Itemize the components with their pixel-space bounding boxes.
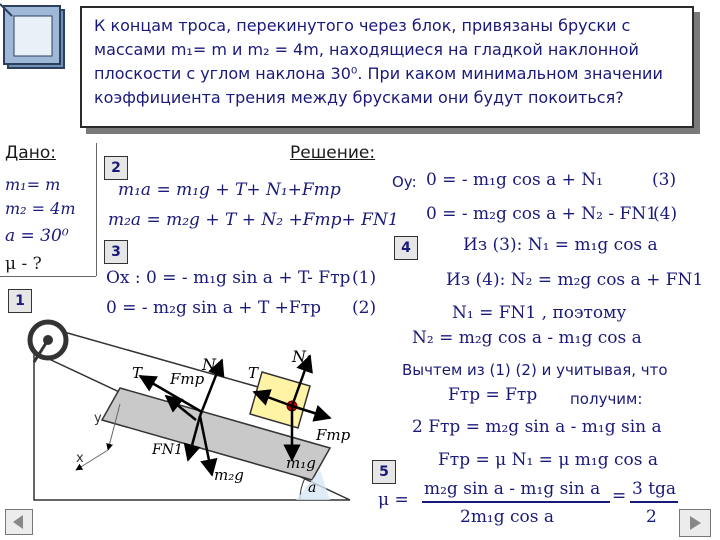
result-fraction-bar bbox=[422, 501, 610, 503]
given-heading: Дано: bbox=[5, 143, 56, 163]
given-vertical-divider bbox=[96, 143, 97, 276]
step-badge-1: 1 bbox=[8, 289, 32, 313]
slide-icon bbox=[0, 0, 80, 80]
ox-eq-1: Ox : 0 = - m₁g sin a + T- Fтр bbox=[106, 268, 351, 288]
oy-eq-4: 0 = - m₂g cos a + N₂ - FN1 bbox=[426, 204, 658, 224]
derive-get-label: получим: bbox=[570, 390, 643, 408]
derive-fn1: N₁ = FN1 , поэтому bbox=[452, 303, 627, 323]
derive-two-ftr: 2 Fтр = m₂g sin a - m₁g sin a bbox=[412, 417, 662, 437]
given-alpha: a = 30⁰ bbox=[5, 226, 69, 246]
newton-eq-2: m₂a = m₂g + T + N₂ +Fтр+ FN1 bbox=[108, 210, 399, 230]
oy-eq-3: 0 = - m₁g cos a + N₁ bbox=[426, 170, 603, 190]
derive-n2-result: N₂ = m₂g cos a - m₁g cos a bbox=[412, 328, 642, 348]
step-badge-3: 3 bbox=[104, 240, 128, 264]
solution-heading: Решение: bbox=[290, 143, 376, 163]
derive-ftr-mu: Fтр = μ N₁ = μ m₁g cos a bbox=[438, 450, 659, 470]
ox-eq-1-number: (1) bbox=[352, 268, 377, 288]
result-equals: = bbox=[612, 486, 627, 506]
given-m1: m₁= m bbox=[5, 175, 61, 194]
label-T-left: T bbox=[132, 364, 143, 382]
given-unknown: μ - ? bbox=[5, 254, 42, 274]
label-N1: N₁ bbox=[292, 347, 313, 366]
previous-slide-button[interactable] bbox=[5, 509, 33, 535]
task-box bbox=[80, 6, 694, 128]
result-denominator: 2m₁g cos a bbox=[460, 507, 555, 527]
incline-diagram bbox=[0, 300, 380, 540]
derive-ftr-equal: Fтр = Fтр bbox=[448, 385, 538, 405]
result-numerator: m₂g sin a - m₁g sin a bbox=[424, 479, 601, 499]
result-rhs-numerator: 3 tga bbox=[632, 479, 677, 499]
label-m2g: m₂g bbox=[214, 466, 244, 484]
given-divider bbox=[0, 276, 96, 277]
label-m1g: m₁g bbox=[286, 454, 316, 472]
derive-from-3: Из (3): N₁ = m₁g cos a bbox=[463, 235, 658, 255]
next-slide-button[interactable] bbox=[679, 509, 711, 537]
label-axis-y: y bbox=[94, 411, 102, 426]
task-text: К концам троса, перекинутого через блок, привязаны бруски с массами m₁= m и m₂ = 4m, находящиеся на гладкой наклонной плоскости с углом наклона 30⁰. При каком минимальном значении коэффициента трения между брусками они будут покоиться? bbox=[94, 16, 663, 107]
given-m2: m₂ = 4m bbox=[5, 199, 76, 218]
label-angle: a bbox=[308, 480, 317, 496]
step-badge-2: 2 bbox=[104, 156, 128, 180]
step-badge-5: 5 bbox=[372, 460, 396, 484]
oy-eq-3-number: (3) bbox=[652, 170, 677, 190]
label-axis-x: x bbox=[76, 451, 84, 466]
oy-eq-4-number: (4) bbox=[653, 204, 678, 224]
arrow-right-icon bbox=[680, 510, 710, 536]
ox-eq-2-number: (2) bbox=[352, 298, 377, 318]
oy-label: Oy: bbox=[392, 173, 417, 191]
arrow-left-icon bbox=[6, 510, 32, 534]
step-badge-4: 4 bbox=[394, 236, 418, 260]
derive-subtract-note: Вычтем из (1) (2) и учитывая, что bbox=[402, 361, 668, 379]
label-Ftr: Fтр bbox=[316, 426, 351, 444]
newton-eq-1: m₁a = m₁g + T+ N₁+Fтр bbox=[118, 180, 341, 200]
label-FN1: FN1 bbox=[152, 442, 183, 458]
label-N2: N₂ bbox=[202, 355, 223, 374]
label-Ftr-prime: Fтр bbox=[170, 370, 205, 388]
derive-from-4: Из (4): N₂ = m₂g cos a + FN1 bbox=[446, 270, 704, 290]
result-rhs-denominator: 2 bbox=[646, 507, 657, 527]
ox-eq-2: 0 = - m₂g sin a + T +Fтр bbox=[106, 298, 322, 318]
result-rhs-bar bbox=[630, 501, 678, 503]
label-T-right: T bbox=[248, 364, 259, 382]
result-mu: μ = bbox=[378, 490, 409, 510]
